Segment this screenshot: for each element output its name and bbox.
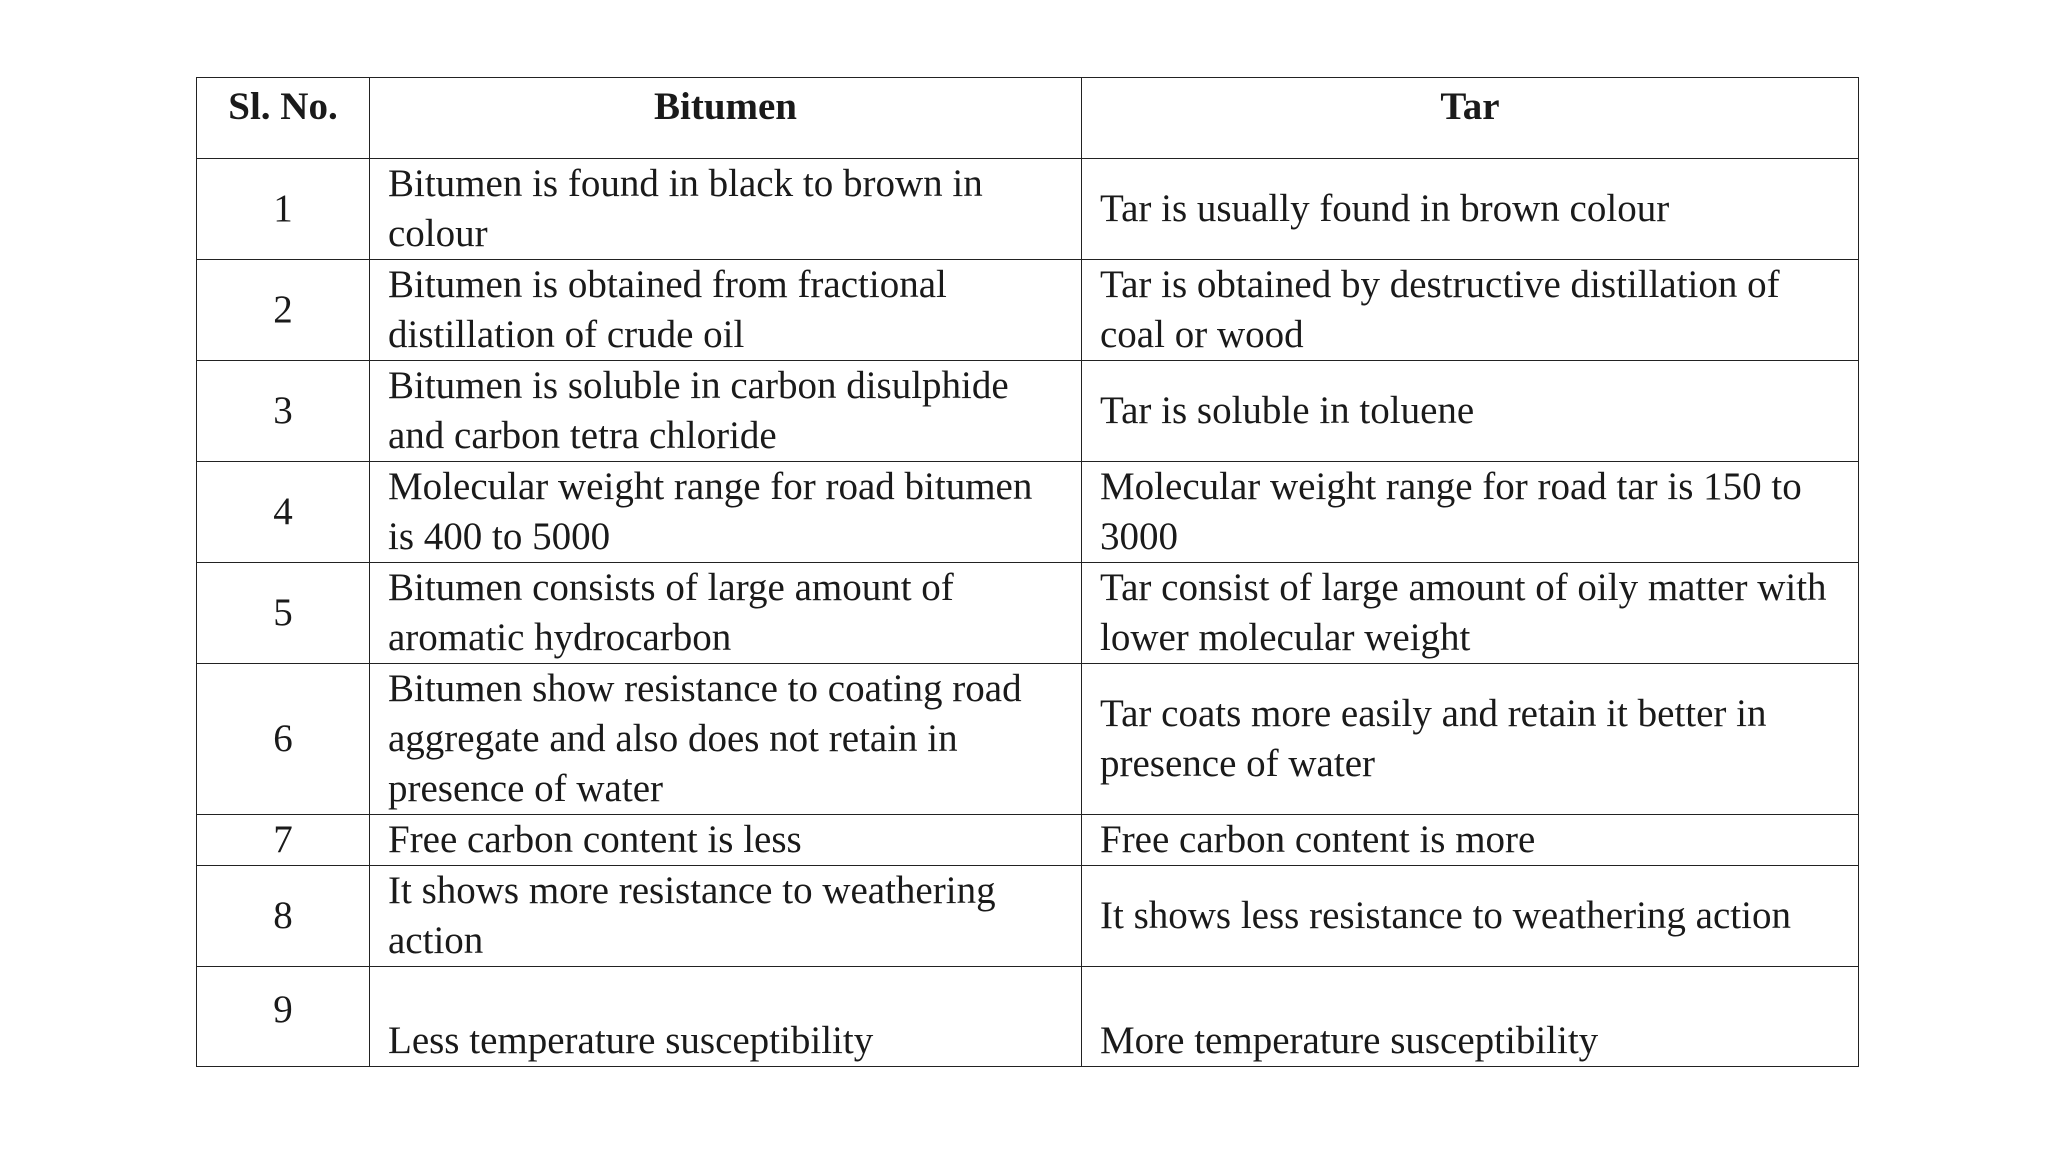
row-number: 6 <box>197 664 370 815</box>
tar-cell: Tar is obtained by destructive distillation of coal or wood <box>1082 260 1859 361</box>
tar-cell: Tar is soluble in toluene <box>1082 361 1859 462</box>
bitumen-cell: Bitumen is found in black to brown in colour <box>370 159 1082 260</box>
header-bitumen: Bitumen <box>370 78 1082 159</box>
bitumen-cell: Bitumen show resistance to coating road aggregate and also does not retain in presence of water <box>370 664 1082 815</box>
table-row <box>197 563 1859 664</box>
header-tar: Tar <box>1082 78 1859 159</box>
table-row <box>197 967 1859 1067</box>
tar-cell: It shows less resistance to weathering action <box>1082 866 1859 967</box>
row-number: 9 <box>197 967 370 1067</box>
bitumen-tar-comparison-table <box>196 77 1859 1067</box>
tar-cell: Free carbon content is more <box>1082 815 1859 866</box>
row-number: 7 <box>197 815 370 866</box>
row-number: 8 <box>197 866 370 967</box>
table-row <box>197 159 1859 260</box>
table-row <box>197 361 1859 462</box>
table-row <box>197 260 1859 361</box>
tar-cell: Molecular weight range for road tar is 150 to 3000 <box>1082 462 1859 563</box>
bitumen-cell: Bitumen is obtained from fractional distillation of crude oil <box>370 260 1082 361</box>
row-number: 5 <box>197 563 370 664</box>
table-row <box>197 664 1859 815</box>
header-row <box>197 78 1859 159</box>
table-row <box>197 866 1859 967</box>
table-row <box>197 462 1859 563</box>
bitumen-cell: Free carbon content is less <box>370 815 1082 866</box>
bitumen-cell: It shows more resistance to weathering action <box>370 866 1082 967</box>
bitumen-cell: Bitumen is soluble in carbon disulphide and carbon tetra chloride <box>370 361 1082 462</box>
header-sl-no: Sl. No. <box>197 78 370 159</box>
row-number: 4 <box>197 462 370 563</box>
table-row <box>197 815 1859 866</box>
tar-cell: Tar consist of large amount of oily matter with lower molecular weight <box>1082 563 1859 664</box>
row-number: 2 <box>197 260 370 361</box>
tar-cell: More temperature susceptibility <box>1082 967 1859 1067</box>
row-number: 3 <box>197 361 370 462</box>
tar-cell: Tar is usually found in brown colour <box>1082 159 1859 260</box>
bitumen-cell: Less temperature susceptibility <box>370 967 1082 1067</box>
row-number: 1 <box>197 159 370 260</box>
tar-cell: Tar coats more easily and retain it better in presence of water <box>1082 664 1859 815</box>
comparison-table-container <box>196 77 1858 1067</box>
bitumen-cell: Molecular weight range for road bitumen is 400 to 5000 <box>370 462 1082 563</box>
bitumen-cell: Bitumen consists of large amount of aromatic hydrocarbon <box>370 563 1082 664</box>
